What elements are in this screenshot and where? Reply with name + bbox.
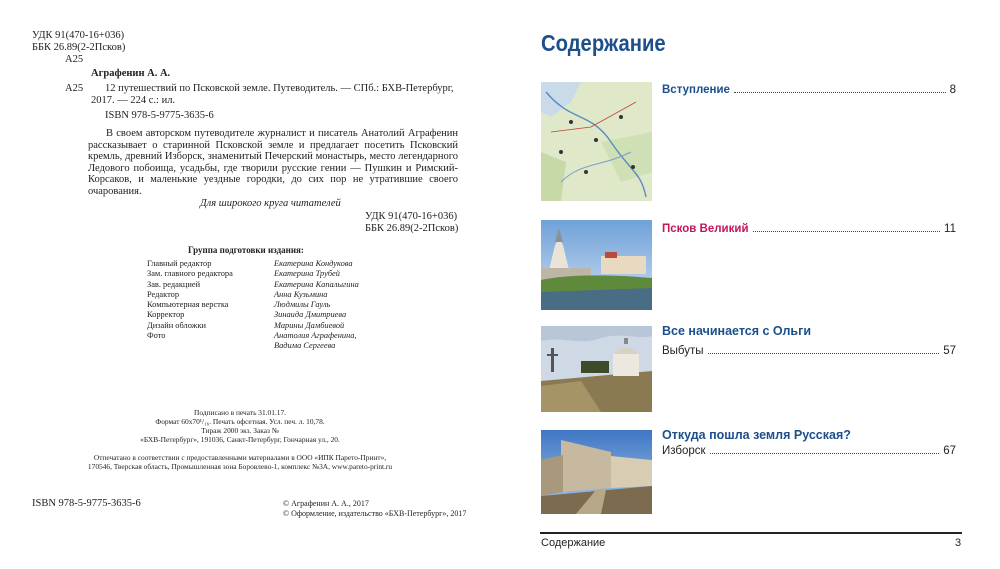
izborsk-fortress-photo xyxy=(541,430,652,514)
staff-name: Екатерина Трубей xyxy=(274,269,340,279)
toc-entry-title: Вступление xyxy=(662,84,730,96)
pskov-kremlin-photo xyxy=(541,220,652,310)
staff-name: Екатерина Капалыгина xyxy=(274,279,359,289)
page-number: 3 xyxy=(955,537,962,549)
vybuty-church-photo xyxy=(541,326,652,412)
dot-leader xyxy=(734,92,946,93)
staff-name: Анатолия Аграфенина, xyxy=(274,331,357,341)
staff-name: Марины Дамбиевой xyxy=(274,320,345,330)
toc-entry-title: Изборск xyxy=(662,445,706,457)
toc-entry-vybuty[interactable] xyxy=(662,342,956,357)
footer-rule xyxy=(540,532,962,534)
staff-row xyxy=(147,290,447,300)
citation-line-1: 12 путешествий по Псковской земле. Путеводитель. — СПб.: БХВ-Петербург, xyxy=(105,83,454,94)
bbk-code-right: ББК 26.89(2-2Псков) xyxy=(365,223,459,234)
publisher-address: «БХВ-Петербург», 191036, Санкт-Петербург, Гончарная ул., 20. xyxy=(140,435,340,444)
staff-row xyxy=(147,321,447,331)
toc-section-olga: Все начинается с Ольги xyxy=(662,324,811,338)
toc-entry-introduction[interactable] xyxy=(662,80,956,96)
toc-page-number: 57 xyxy=(943,345,956,357)
staff-name: Анна Кузьмина xyxy=(274,289,328,299)
staff-role: Дизайн обложки xyxy=(147,320,207,330)
print-run: Тираж 2000 экз. Заказ № xyxy=(201,426,279,435)
dot-leader xyxy=(753,231,941,232)
staff-role: Зав. редакцией xyxy=(147,279,201,289)
staff-role: Корректор xyxy=(147,310,185,320)
copyright-publisher: © Оформление, издательство «БХВ-Петербург», 2017 xyxy=(283,509,467,518)
staff-role: Фото xyxy=(147,331,166,341)
audience-note: Для широкого круга читателей xyxy=(200,198,341,209)
udk-code-right: УДК 91(470-16+036) xyxy=(365,211,458,222)
staff-row xyxy=(147,259,447,269)
page-title: Содержание xyxy=(541,30,666,56)
staff-role: Зам. главного редактора xyxy=(147,269,233,279)
printer-line-1: Отпечатано в соответствии с предоставленными материалами в ООО «ИПК Парето-Принт», xyxy=(93,453,387,462)
print-signed: Подписано в печать 31.01.17. xyxy=(194,408,286,417)
staff-name: Екатерина Кондукова xyxy=(274,259,353,268)
book-annotation: В своем авторском путеводителе журналист и писатель Анатолий Аграфенин рассказывает о старинной Псковской земле и предлагает посетить Псковский кремль, древний Изборск, знаменитый Печерский монастырь, место легендарного Ледового побоища, усадьбы, где творили русские гении — Пушкин и Римский-Корсаков, и маленькие уездные городки, до сих пор не утратившие своего очарования. xyxy=(88,128,458,197)
staff-name: Зинаида Дмитриева xyxy=(274,310,347,320)
print-format: Формат 60x70¹/₁₆. Печать офсетная. Усл. печ. л. 10,78. xyxy=(155,417,325,426)
toc-entry-title: Псков Великий xyxy=(662,223,749,235)
udk-code: УДК 91(470-16+036) xyxy=(32,30,125,41)
toc-entry-pskov[interactable] xyxy=(662,219,956,235)
toc-page-number: 11 xyxy=(944,223,956,235)
dot-leader xyxy=(708,353,940,354)
author-name: Аграфенин А. А. xyxy=(91,68,171,79)
staff-list xyxy=(147,259,447,352)
bbk-code: ББК 26.89(2-2Псков) xyxy=(32,42,126,53)
staff-title: Группа подготовки издания: xyxy=(188,245,304,255)
staff-row xyxy=(147,280,447,290)
contents-page xyxy=(500,0,1000,569)
staff-role: Главный редактор xyxy=(147,259,212,268)
staff-name-extra: Вадима Сергеева xyxy=(274,341,336,351)
toc-entry-izborsk[interactable] xyxy=(662,442,956,457)
isbn-bottom: ISBN 978-5-9775-3635-6 xyxy=(32,498,141,509)
staff-name: Людмилы Гауль xyxy=(274,300,331,310)
staff-row xyxy=(147,300,447,310)
staff-role: Компьютерная верстка xyxy=(147,300,229,310)
staff-role: Редактор xyxy=(147,289,180,299)
toc-page-number: 8 xyxy=(949,84,956,96)
running-footer-label: Содержание xyxy=(541,537,606,549)
author-mark-top: А25 xyxy=(65,54,84,65)
author-mark-side: А25 xyxy=(65,83,84,94)
dot-leader xyxy=(710,453,940,454)
citation-line-2: 2017. — 224 с.: ил. xyxy=(91,95,176,106)
toc-section-rus: Откуда пошла земля Русская? xyxy=(662,428,851,442)
printer-line-2: 170546, Тверская область, Промышленная зона Боровлево-1, комплекс №3А, www.pareto-print.ru xyxy=(87,462,393,471)
copyright-author: © Аграфенин А. А., 2017 xyxy=(283,499,369,508)
toc-page-number: 67 xyxy=(943,445,956,457)
isbn-line: ISBN 978-5-9775-3635-6 xyxy=(105,110,214,121)
staff-row xyxy=(147,331,447,341)
map-thumbnail xyxy=(541,82,652,201)
toc-entry-title: Выбуты xyxy=(662,345,704,357)
staff-row xyxy=(147,269,447,279)
staff-row xyxy=(147,310,447,320)
